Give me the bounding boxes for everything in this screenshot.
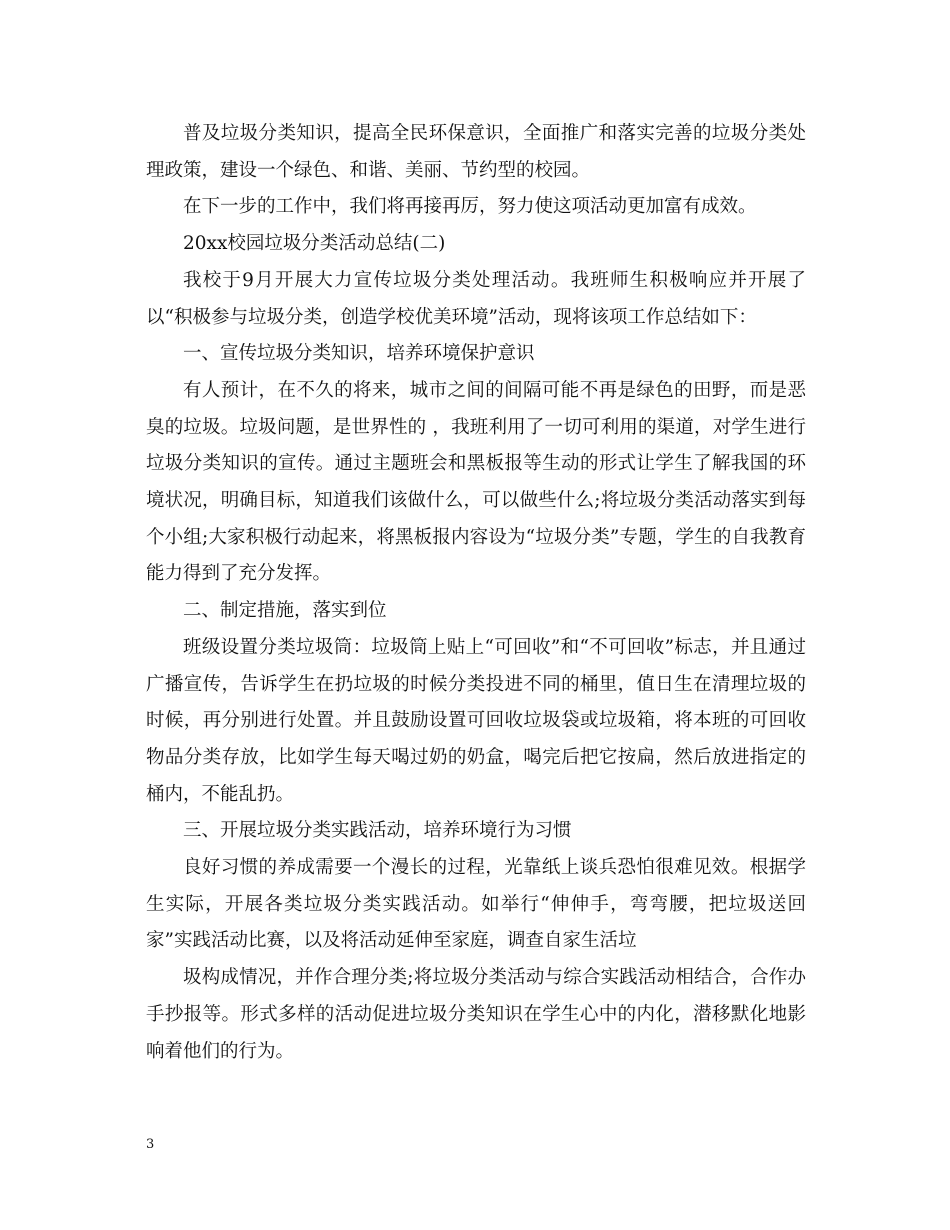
section-title: 20xx校园垃圾分类活动总结(二) [183,233,446,255]
paragraph-overview: 我校于9月开展大力宣传垃圾分类处理活动。我班师生积极响应并开展了以“积极参与垃圾分类，创造学校优美环境”活动，现将该项工作总结如下： [146,269,806,328]
paragraph-intro-conclusion: 普及垃圾分类知识，提高全民环保意识，全面推广和落实完善的垃圾分类处理政策，建设一个绿色、和谐、美丽、节约型的校园。 [146,123,806,181]
heading-one: 一、宣传垃圾分类知识，培养环境保护意识 [183,343,535,365]
paragraph-next-step: 在下一步的工作中，我们将再接再厉，努力使这项活动更加富有成效。 [183,196,757,218]
paragraph-measures: 班级设置分类垃圾筒：垃圾筒上贴上“可回收”和“不可回收”标志，并且通过广播宣传，告诉学生在扔垃圾的时候分类投进不同的桶里，值日生在清理垃圾的时候，再分别进行处置。并且鼓励设置可回收垃圾袋或垃圾箱，将本班的可回收物品分类存放，比如学生每天喝过奶的奶盒，喝完后把它按扁，然后放进指定的桶内，不能乱扔。 [146,636,806,805]
heading-two: 二、制定措施，落实到位 [183,600,387,622]
paragraph-publicity: 有人预计，在不久的将来，城市之间的间隔可能不再是绿色的田野，而是恶臭的垃圾。垃圾问题，是世界性的 ，我班利用了一切可利用的渠道，对学生进行垃圾分类知识的宣传。通过主题班会和黑板报等生动的形式让学生了解我国的环境状况，明确目标，知道我们该做什么，可以做些什么;将垃圾分类活动落实到每个小组;大家积极行动起来，将黑板报内容设为“垃圾分类”专题，学生的自我教育能力得到了充分发挥。 [146,379,806,585]
paragraph-practice: 良好习惯的养成需要一个漫长的过程，光靠纸上谈兵恐怕很难见效。根据学生实际，开展各类垃圾分类实践活动。如举行“伸伸手，弯弯腰，把垃圾送回家”实践活动比赛，以及将活动延伸至家庭，调查自家生活垃 [146,857,806,952]
page-number: 3 [146,1137,155,1152]
document-body [146,116,806,1070]
paragraph-practice-continued: 圾构成情况，并作合理分类;将垃圾分类活动与综合实践活动相结合，合作办手抄报等。形式多样的活动促进垃圾分类知识在学生心中的内化，潜移默化地影响着他们的行为。 [146,967,806,1062]
heading-three: 三、开展垃圾分类实践活动，培养环境行为习惯 [183,820,572,842]
